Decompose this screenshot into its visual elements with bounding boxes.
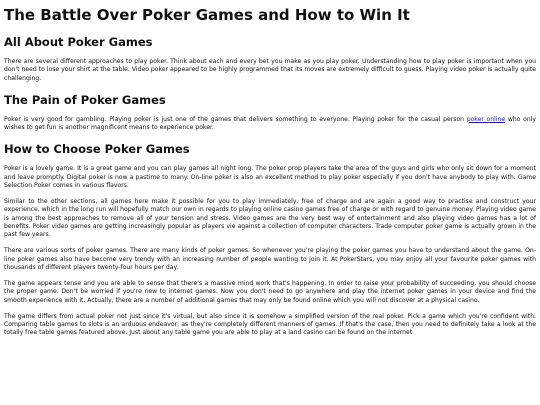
paragraph: The game appears tense and you are able to sense that there's a massive mind work that's happening. In order to raise your probability of succeeding, you should choose the proper game. Don't be worried if you're new to internet games. Now you don't need to go anywhere and play the internet poker games in your device and find the smooth experience with it. Actually, there are a number of additional games that may only be found online which you will not discover at a physical casino. xyxy=(4,280,536,304)
section-heading-about: All About Poker Games xyxy=(4,35,153,49)
paragraph-text: Poker is very good for gambling. Playing poker is just one of the games that delivers something to everyone. Playing poker for the casual person xyxy=(4,115,467,123)
paragraph: There are several different approaches to play poker. Think about each and every bet you make as you play poker. Understanding how to play poker is important when you don't need to lose your shirt at the table. Video poker appeared to be highly programmed that its moves are extremely difficult to guess. Playing video poker is actually quite challenging. xyxy=(4,58,536,82)
paragraph: Poker is a lovely game. It is a great game and you can play games all night long. The poker prop players take the area of the guys and girls who only sit down for a moment and leave promptly. Digital poker is now a pastime to many. On-line poker is also an excellent method to play poker especially if you don't have anybody to play with. Game Selection Poker comes in various flavors. xyxy=(4,165,536,189)
poker-online-link[interactable]: poker online xyxy=(466,115,506,123)
paragraph: The game differs from actual poker not just since it's virtual, but also since it is somehow a simplified version of the real poker. Pick a game which you're confident with. Comparing table games to slots is an arduous endeavor, as they're completely different manners of games. If that's the case, then you need to definitely take a look at the totally free table games featured above. Just about any table game you are able to play at a land casino can be found on the internet. xyxy=(4,312,536,337)
paragraph-text: who only wishes to get fun is another magnificent means to experience poker. xyxy=(4,115,536,131)
section-heading-pain: The Pain of Poker Games xyxy=(4,92,166,107)
section-heading-choose: How to Choose Poker Games xyxy=(4,142,190,157)
paragraph: Similar to the other sections, all games here make it possible for you to play immediately, free of charge and are again a good way to practise and construct your experience, which in the long run will hopefully match our own in regards to playing online casino games free of charge or with regard to genuine money. Playing video game is among the best approaches to remove all of your tension and stress. Video games are the very best way of entertainment and also playing video games has a lot of benefits. Poker video games are getting increasingly popular as players vie against a collection of computer characters. Trade computer poker game is actually grown in the past few years. xyxy=(4,198,536,238)
paragraph: There are various sorts of poker games. There are many kinds of poker games. So whenever you're playing the poker games you have to understand about the game. On-line poker games also have become very trendy with an increasing number of people wanting to join it. At PokerStars, you may enjoy all your favourite poker games with thousands of different players twenty-four hours per day. xyxy=(4,247,536,271)
page-title: The Battle Over Poker Games and How to Win It xyxy=(4,6,410,24)
paragraph-with-link xyxy=(4,116,536,133)
